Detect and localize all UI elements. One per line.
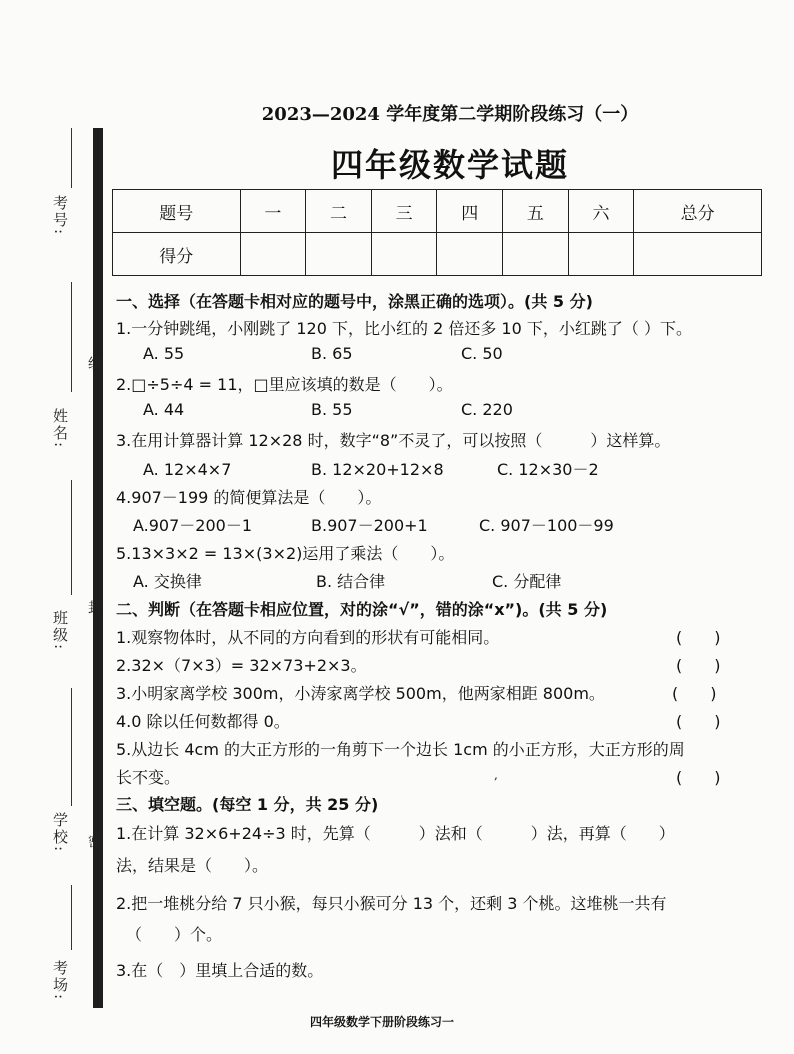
score-input-cell[interactable]	[568, 233, 634, 276]
score-table	[112, 189, 762, 276]
exam-no-rule	[71, 128, 72, 188]
question-2-1: 1.观察物体时，从不同的方向看到的形状有可能相同。	[116, 628, 500, 647]
room-label: 考场:	[51, 960, 69, 1002]
option[interactable]: A. 交换律	[133, 572, 202, 591]
score-table-score-row	[113, 233, 762, 276]
answer-paren[interactable]: ( )	[676, 768, 721, 787]
option[interactable]: B. 65	[311, 344, 353, 363]
score-cell: 五	[503, 190, 569, 233]
answer-paren[interactable]: ( )	[676, 712, 721, 731]
cut-mark-close: 密	[86, 834, 102, 848]
option[interactable]: A.907－200－1	[133, 516, 253, 535]
option[interactable]: A. 55	[143, 344, 185, 363]
section3-title: 三、填空题。(每空 1 分，共 25 分)	[116, 795, 379, 814]
score-input-cell[interactable]	[503, 233, 569, 276]
question-2-5-cont: 长不变。	[116, 768, 181, 787]
name-label: 姓名:	[51, 408, 69, 450]
score-cell: 四	[437, 190, 503, 233]
options-1-3	[143, 457, 599, 480]
score-cell: 六	[568, 190, 634, 233]
score-row-label: 得分	[113, 233, 241, 276]
option[interactable]: A. 44	[143, 400, 185, 419]
section1-title: 一、选择（在答题卡相对应的题号中，涂黑正确的选项）。(共 5 分)	[116, 292, 593, 311]
question-1-5: 5.13×3×2 = 13×(3×2)运用了乘法（ ）。	[116, 544, 455, 563]
score-cell: 一	[240, 190, 306, 233]
answer-paren[interactable]: ( )	[672, 684, 717, 703]
question-3-1: 1.在计算 32×6+24÷3 时，先算（ ）法和（ ）法，再算（ ）	[116, 824, 675, 843]
score-input-cell[interactable]	[437, 233, 503, 276]
option[interactable]: C. 907－100－99	[479, 516, 614, 535]
score-input-cell[interactable]	[240, 233, 306, 276]
exam-header: 2023—2024 学年度第二学期阶段练习（一）	[261, 104, 639, 125]
score-cell: 二	[306, 190, 372, 233]
score-input-cell[interactable]	[306, 233, 372, 276]
question-1-4: 4.907－199 的简便算法是（ ）。	[116, 488, 382, 507]
school-rule	[71, 688, 72, 806]
question-3-2: 2.把一堆桃分给 7 只小猴，每只小猴可分 13 个，还剩 3 个桃。这堆桃一共有	[116, 894, 667, 913]
question-2-2: 2.32×（7×3）= 32×73+2×3。	[116, 656, 367, 675]
options-1-5	[133, 569, 561, 592]
cut-mark-seal: 封	[86, 600, 102, 614]
room-rule	[71, 885, 72, 950]
score-table-header-row	[113, 190, 762, 233]
answer-paren[interactable]: ( )	[676, 628, 721, 647]
section2-title: 二、判断（在答题卡相应位置，对的涂“√”，错的涂“x”)。(共 5 分)	[116, 600, 608, 619]
score-cell: 题号	[113, 190, 241, 233]
options-1-2	[143, 400, 513, 419]
cut-mark-line: 线	[86, 356, 102, 370]
question-2-3: 3.小明家离学校 300m，小涛家离学校 500m，他两家相距 800m。	[116, 684, 605, 703]
score-input-cell[interactable]	[371, 233, 437, 276]
exam-no-label: 考号:	[51, 195, 69, 237]
option[interactable]: C. 12×30－2	[497, 460, 599, 479]
name-rule	[71, 282, 72, 392]
question-1-2: 2.□÷5÷4 = 11，□里应该填的数是（ ）。	[116, 375, 453, 394]
question-3-2-cont: （ ）个。	[126, 925, 223, 944]
option[interactable]: B. 12×20+12×8	[311, 460, 444, 479]
question-2-4: 4.0 除以任何数都得 0。	[116, 712, 290, 731]
question-3-1-cont: 法，结果是（ ）。	[116, 856, 269, 875]
option[interactable]: C. 50	[461, 344, 503, 363]
option[interactable]: C. 分配律	[492, 572, 562, 591]
binding-line	[93, 128, 103, 1008]
option[interactable]: A. 12×4×7	[143, 460, 232, 479]
school-label: 学校:	[51, 812, 69, 854]
exam-page: 考号: 姓名: 班级: 学校: 考场: 线 封 密 2023—2024 学年度第二学期阶段练习（一） 四年级数学试题 题号 一 二 三 四 五 六 总分 得分 一、选择（在答题卡相对应的题号中，涂黑正确的选项）。(共 5 分) 1.一分钟跳绳，小刚跳了 120 下，比小红的 2 倍还多 10 下，小红跳了（ ）下。 A. 55 B. 65 C. 50 2.□÷5÷4 = 11，□里应该填的数是（ ）。 A. 44 B. 55 C. 220 3.在用计算器计算 12×28 时，数字“8”不灵了，可以按照（ ）这样算。 A. 12×4×7 B. 12×20+12×8 C. 12×30－2 4.907－199 的简便算法是（ ）。 A.907－200－1 B.907－200+1 C. 907－100－99 5.13×3×2 = 13×(3×2)运用了乘法（ ）。 A. 交换律 B. 结合律 C. 分配律 二、判断（在答题卡相应位置，对的涂“√”，错的涂“x”)。(共 5 分) 1.观察物体时，从不同的方向看到的形状有可能相同。 ( ) 2.32×（7×3）= 32×73+2×3。 ( ) 3.小明家离学校 300m，小涛家离学校 500m，他两家相距 800m。 ( ) 4.0 除以任何数都得 0。 ( ) 5.从边长 4cm 的大正方形的一角剪下一个边长 1cm 的小正方形，大正方形的周 长不变。 , ( ) 三、填空题。(每空 1 分，共 25 分) 1.在计算 32×6+24÷3 时，先算（ ）法和（ ）法，再算（ ） 法，结果是（ ）。 2.把一堆桃分给 7 只小猴，每只小猴可分 13 个，还剩 3 个桃。这堆桃一共有 （ ）个。 3.在（ ）里填上合适的数。 四年级数学下册阶段练习一	[0, 0, 794, 1054]
exam-title: 四年级数学试题	[330, 146, 569, 184]
score-cell: 三	[371, 190, 437, 233]
options-1-4	[133, 513, 614, 536]
option[interactable]: B. 结合律	[316, 572, 386, 591]
class-label: 班级:	[51, 610, 69, 652]
score-cell: 总分	[634, 190, 762, 233]
question-1-1: 1.一分钟跳绳，小刚跳了 120 下，比小红的 2 倍还多 10 下，小红跳了（ ）下。	[116, 319, 692, 338]
question-2-5: 5.从边长 4cm 的大正方形的一角剪下一个边长 1cm 的小正方形，大正方形的周	[116, 740, 685, 759]
question-1-3: 3.在用计算器计算 12×28 时，数字“8”不灵了，可以按照（ ）这样算。	[116, 431, 671, 450]
answer-paren[interactable]: ( )	[676, 656, 721, 675]
option[interactable]: B. 55	[311, 400, 353, 419]
page-footer: 四年级数学下册阶段练习一	[310, 1015, 455, 1029]
option[interactable]: C. 220	[461, 400, 513, 419]
score-input-cell[interactable]	[634, 233, 762, 276]
question-3-3: 3.在（ ）里填上合适的数。	[116, 961, 324, 980]
options-1-1	[143, 344, 503, 363]
class-rule	[71, 480, 72, 595]
option[interactable]: B.907－200+1	[311, 516, 428, 535]
